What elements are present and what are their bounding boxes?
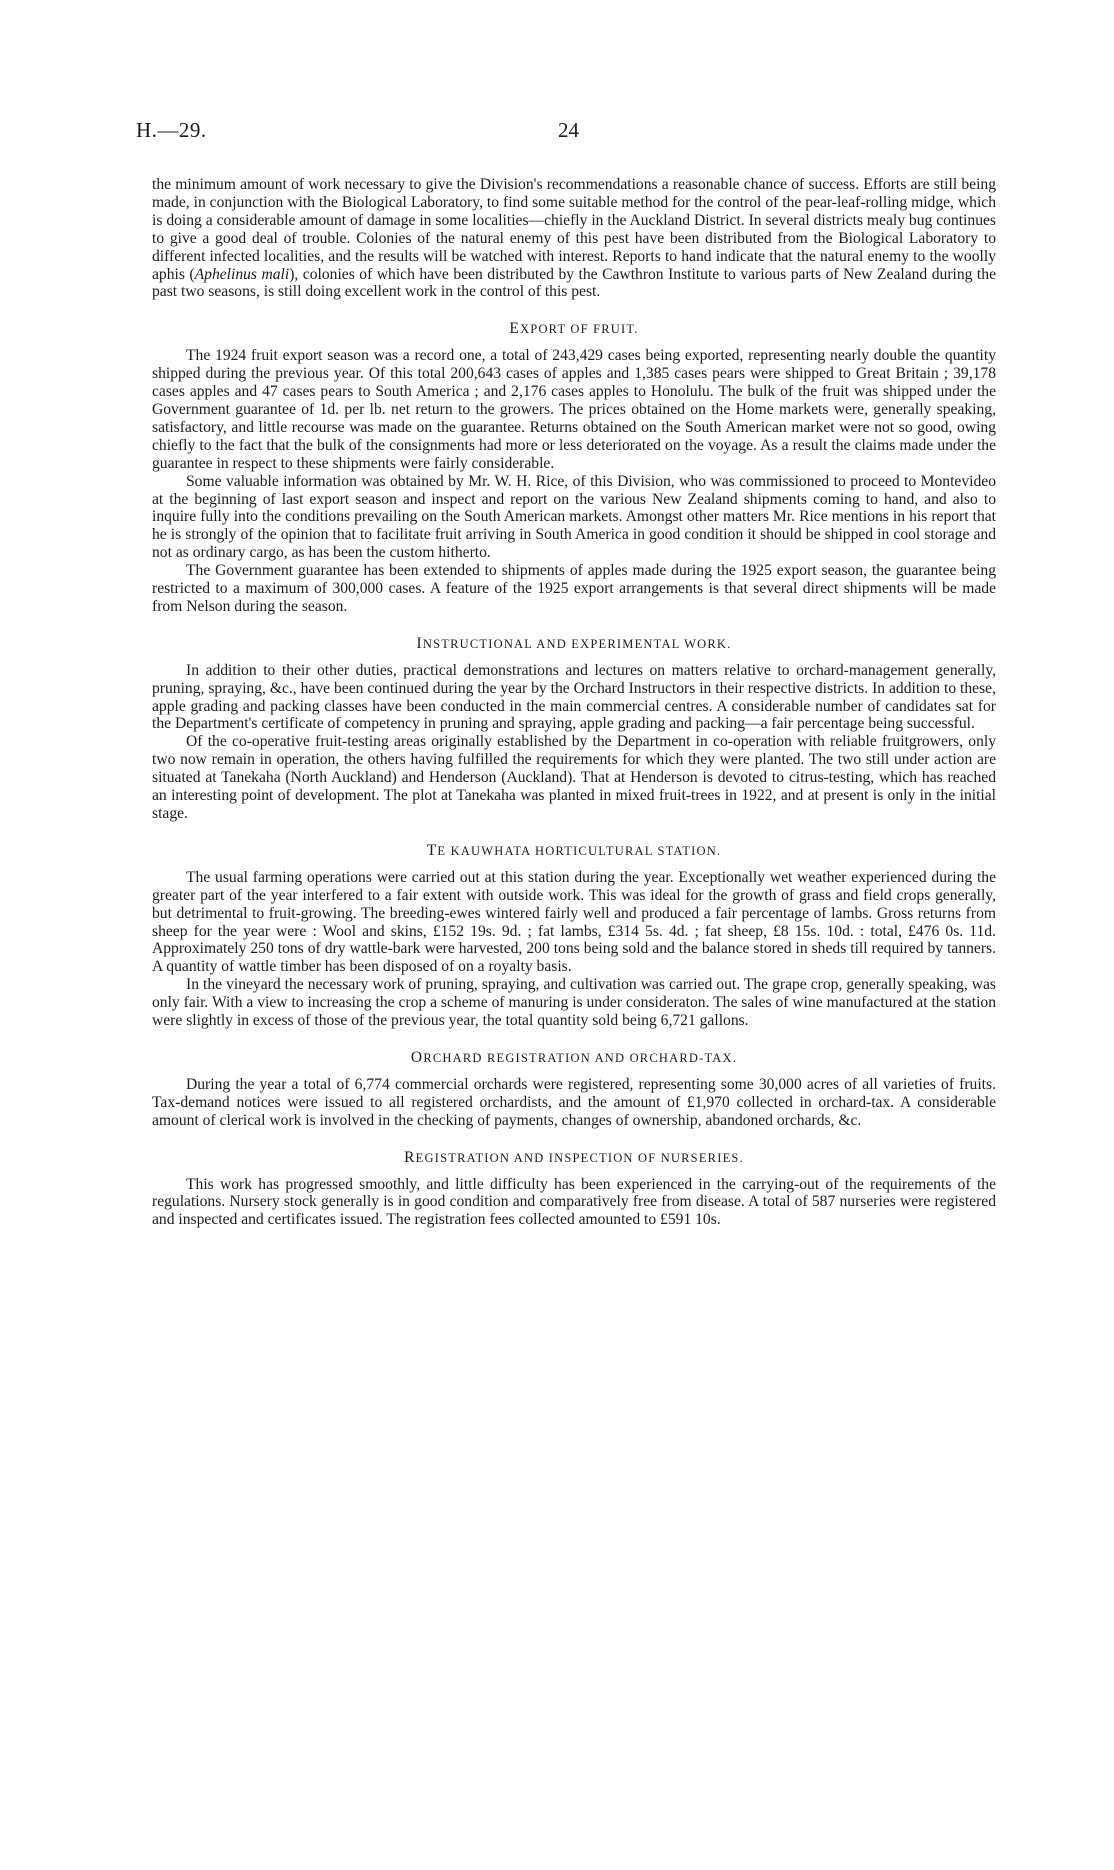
paragraph: Of the co-operative fruit-testing areas originally established by the Department in co-operation with reliable fruitgrowers, only two now remain in operation, the others having fulfilled the requirements for which they were planted. The two still under action are situated at Tanekaha (North Auckland) and Henderson (Auckland). That at Henderson is devoted to citrus-testing, which has reached an interesting point of development. The plot at Tanekaha was planted in mixed fruit-trees in 1922, and at present is only in the initial stage. [152, 733, 996, 822]
document-code: H.—29. [136, 118, 207, 142]
page-body [152, 176, 996, 1229]
paragraph: In the vineyard the necessary work of pruning, spraying, and cultivation was carried out. The grape crop, generally speaking, was only fair. With a view to increasing the crop a scheme of manuring is under consideraton. The sales of wine manufactured at the station were slightly in excess of those of the previous year, the total quantity sold being 6,721 gallons. [152, 976, 996, 1030]
section-heading: REGISTRATION AND INSPECTION OF NURSERIES. [404, 1148, 744, 1166]
section-export-of-fruit [152, 320, 996, 616]
species-name: Aphelinus mali [194, 265, 290, 283]
paragraph: This work has progressed smoothly, and little difficulty has been experienced in the carrying-out of the requirements of the regulations. Nursery stock generally is in good condition and comparatively free from disease. A total of 587 nurseries were registered and inspected and certificates issued. The registration fees collected amounted to £591 10s. [152, 1175, 996, 1229]
section-heading: INSTRUCTIONAL AND EXPERIMENTAL WORK. [416, 634, 732, 652]
section-instructional-work [152, 635, 996, 823]
paragraph: The Government guarantee has been extended to shipments of apples made during the 1925 export season, the guarantee being restricted to a maximum of 300,000 cases. A feature of the 1925 export arrangements is that several direct shipments will be made from Nelson during the season. [152, 562, 996, 615]
intro-paragraph [152, 176, 996, 301]
section-orchard-registration [152, 1049, 996, 1130]
page-header [136, 118, 1006, 148]
paragraph: In addition to their other duties, practical demonstrations and lectures on matters relative to orchard-management generally, pruning, spraying, &c., have been continued during the year by the Orchard Instructors in their respective districts. In addition to these, apple grading and packing classes have been conducted in the main commercial centres. A considerable number of candidates sat for the Department's certificate of competency in pruning and spraying, apple grading and packing—a fair percentage being successful. [152, 661, 996, 733]
section-heading: ORCHARD REGISTRATION AND ORCHARD-TAX. [410, 1048, 738, 1066]
paragraph: During the year a total of 6,774 commercial orchards were registered, representing some 30,000 acres of all varieties of fruits. Tax-demand notices were issued to all registered orchardists, and the amount of £1,970 collected in orchard-tax. A considerable amount of clerical work is involved in the checking of payments, changes of ownership, abandoned orchards, &c. [152, 1075, 996, 1129]
intro-text-2: ), colonies of which have been distributed by the Cawthron Institute to various parts of New Zealand during the past two seasons, is still doing excellent work in the control of this pest. [152, 265, 996, 301]
page-number: 24 [558, 118, 579, 142]
section-te-kauwhata-station [152, 842, 996, 1030]
section-heading: EXPORT OF FRUIT. [509, 320, 639, 338]
paragraph: The usual farming operations were carried out at this station during the year. Exceptionally wet weather experienced during the greater part of the year interfered to a fair extent with outside work. This was ideal for the growth of grass and field crops generally, but detrimental to fruit-growing. The breeding-ewes wintered fairly well and produced a fair percentage of lambs. Gross returns from sheep for the year were : Wool and skins, £152 19s. 9d. ; fat lambs, £314 5s. 4d. ; fat sheep, £8 15s. 10d. : total, £476 0s. 11d. Approximately 250 tons of dry wattle-bark were harvested, 200 tons being sold and the balance stored in sheds till required by tanners. A quantity of wattle timber has been disposed of on a royalty basis. [152, 868, 996, 976]
section-heading: TE KAUWHATA HORTICULTURAL STATION. [426, 841, 722, 859]
intro-text-1: the minimum amount of work necessary to give the Division's recommendations a reasonable chance of success. Efforts are still being made, in conjunction with the Biological Laboratory, to find some suitable method for the control of the pear-leaf-rolling midge, which is doing a considerable amount of damage in some localities—chiefly in the Auckland District. In several districts mealy bug continues to give a good deal of trouble. Colonies of the natural enemy of this pest have been distributed from the Biological Laboratory to different infected localities, and the results will be watched with interest. Reports to hand indicate that the natural enemy to the woolly aphis ( [152, 176, 996, 283]
paragraph: Some valuable information was obtained by Mr. W. H. Rice, of this Division, who was commissioned to proceed to Montevideo at the beginning of last export season and inspect and report on the various New Zealand shipments coming to hand, and also to inquire fully into the conditions prevailing on the South American markets. Amongst other matters Mr. Rice mentions in his report that he is strongly of the opinion that to facilitate fruit arriving in South America in good condition it should be shipped in cool storage and not as ordinary cargo, as has been the custom hitherto. [152, 472, 996, 562]
section-nursery-registration [152, 1149, 996, 1230]
paragraph: The 1924 fruit export season was a record one, a total of 243,429 cases being exported, representing nearly double the quantity shipped during the previous year. Of this total 200,643 cases of apples and 1,385 cases pears were shipped to Great Britain ; 39,178 cases apples and 47 cases pears to South America ; and 2,176 cases apples to Honolulu. The bulk of the fruit was shipped under the Government guarantee of 1d. per lb. net return to the growers. The prices obtained on the Home markets were, generally speaking, satisfactory, and little recourse was made on the guarantee. Returns obtained on the South American market were not so good, owing chiefly to the fact that the bulk of the consignments had more or less deteriorated on the voyage. As a result the claims made under the guarantee in respect to these shipments were fairly considerable. [152, 347, 996, 472]
